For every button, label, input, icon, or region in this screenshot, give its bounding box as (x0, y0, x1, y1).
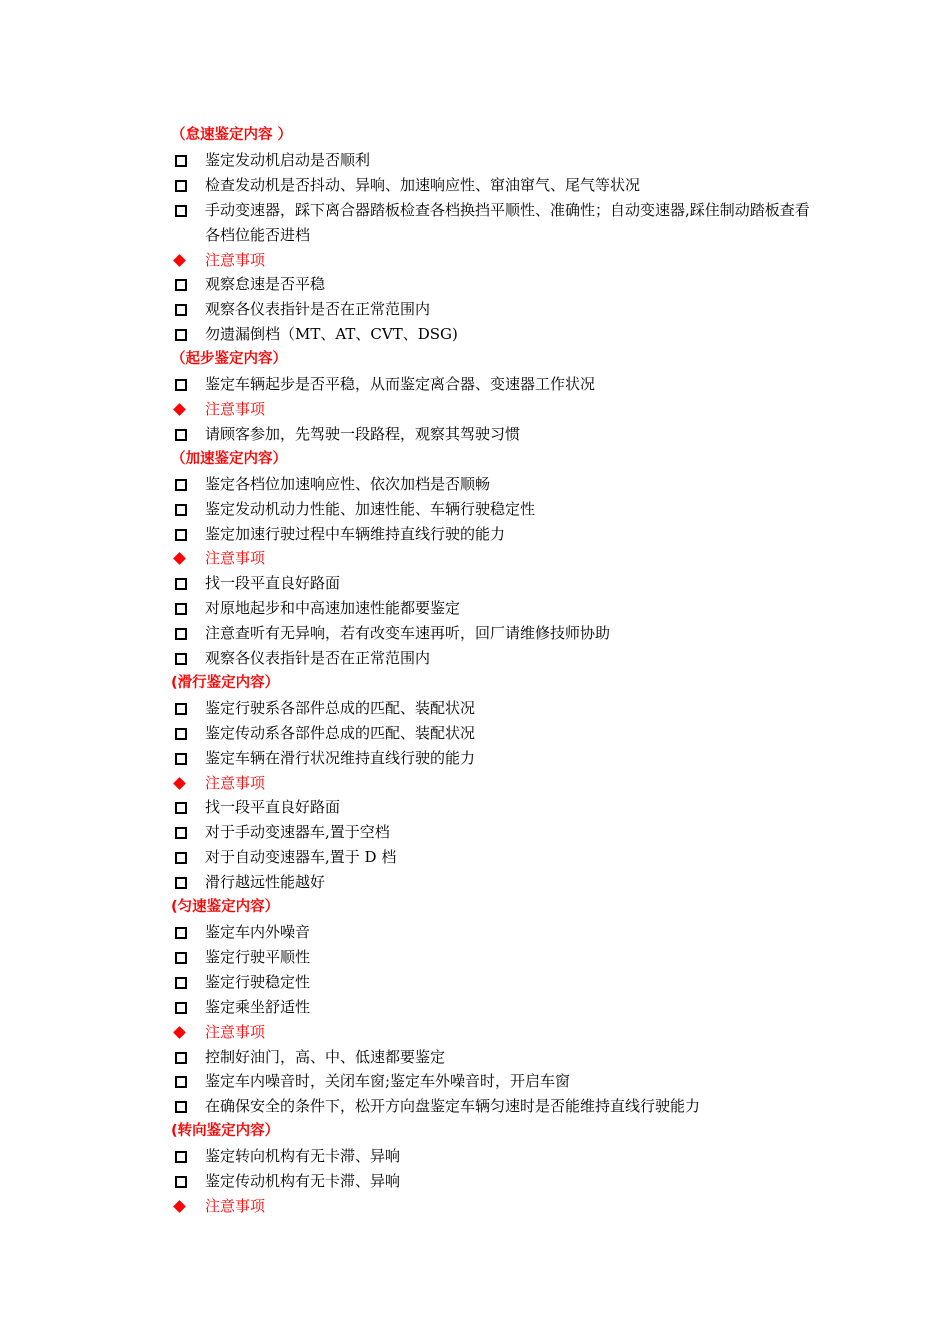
checkbox-square-icon (175, 1002, 187, 1014)
checkbox-square-icon (175, 1176, 187, 1188)
list-item-text: 鉴定发动机动力性能、加速性能、车辆行驶稳定性 (205, 499, 536, 518)
section (171, 671, 821, 895)
note-item (171, 795, 821, 820)
checkbox-square-icon (175, 1101, 187, 1113)
checkbox-square-icon (175, 1076, 187, 1088)
note-label: 注意事项 (205, 1022, 266, 1041)
checkbox-square-icon (175, 703, 187, 715)
note-heading (171, 546, 821, 571)
checkbox-square-icon (175, 180, 187, 192)
checkbox-square-icon (175, 802, 187, 814)
note-item (171, 596, 821, 621)
list-item-text: 鉴定车内外噪音 (205, 923, 311, 941)
note-item-text: 注意查听有无异响，若有改变车速再听，回厂请维修技师协助 (205, 624, 611, 643)
list-item (171, 746, 821, 771)
list-item-text: 鉴定各档位加速响应性、依次加档是否顺畅 (205, 474, 491, 493)
document-content (171, 123, 821, 1219)
note-item-text: 找一段平直良好路面 (205, 798, 341, 817)
list-item (171, 497, 821, 522)
checkbox-square-icon (175, 603, 187, 615)
list-item (171, 372, 821, 397)
note-label: 注意事项 (205, 773, 266, 792)
note-item (171, 297, 821, 322)
checkbox-square-icon (175, 852, 187, 864)
list-item-text: 鉴定发动机启动是否顺利 (205, 150, 371, 169)
note-item (171, 272, 821, 297)
checkbox-square-icon (175, 628, 187, 640)
note-label: 注意事项 (205, 549, 266, 568)
list-item-text: 鉴定行驶平顺性 (205, 947, 311, 966)
note-item-text: 请顾客参加，先驾驶一段路程，观察其驾驶习惯 (205, 424, 521, 443)
section (171, 123, 821, 347)
note-item (171, 322, 821, 347)
section (171, 895, 821, 1119)
note-item-text: 观察各仪表指针是否在正常范围内 (205, 300, 431, 319)
list-item (171, 1169, 821, 1194)
list-item (171, 148, 821, 173)
list-item (171, 970, 821, 995)
note-heading (171, 771, 821, 796)
list-item (171, 696, 821, 721)
list-item (171, 995, 821, 1020)
section (171, 447, 821, 671)
checkbox-square-icon (175, 379, 187, 391)
note-item-text: 观察各仪表指针是否在正常范围内 (205, 649, 431, 668)
list-item-text: 鉴定行驶系各部件总成的匹配、装配状况 (205, 698, 476, 717)
note-item-text: 滑行越远性能越好 (205, 873, 326, 892)
checkbox-square-icon (175, 1151, 187, 1163)
checkbox-square-icon (175, 429, 187, 441)
checkbox-square-icon (175, 205, 187, 217)
red-diamond-icon (173, 254, 186, 267)
note-label: 注意事项 (205, 1196, 266, 1215)
note-item-text: 在确保安全的条件下，松开方向盘鉴定车辆匀速时是否能维持直线行驶能力 (205, 1097, 701, 1116)
note-item (171, 1045, 821, 1070)
note-item (171, 870, 821, 895)
list-item-text: 手动变速器，踩下离合器踏板检查各档换挡平顺性、准确性；自动变速器,踩住制动踏板查看各档位能否进档 (205, 200, 810, 244)
list-item-text: 鉴定行驶稳定性 (205, 972, 311, 991)
list-item (171, 522, 821, 547)
list-item (171, 173, 821, 198)
red-diamond-icon (173, 553, 186, 566)
section-heading: （怠速鉴定内容 ） (171, 127, 293, 143)
note-label: 注意事项 (205, 399, 266, 418)
note-item-text: 对于自动变速器车,置于 D 档 (205, 848, 397, 867)
note-item (171, 621, 821, 646)
checkbox-square-icon (175, 329, 187, 341)
note-item-text: 勿遗漏倒档（MT、AT、CVT、DSG) (205, 325, 458, 344)
checkbox-square-icon (175, 877, 187, 889)
red-diamond-icon (173, 1200, 186, 1213)
note-item (171, 646, 821, 671)
list-item (171, 721, 821, 746)
note-item (171, 422, 821, 447)
section-heading: (匀速鉴定内容） (171, 899, 280, 916)
note-item-text: 对原地起步和中高速加速性能都要鉴定 (205, 599, 461, 618)
note-label: 注意事项 (205, 250, 266, 269)
list-item-text: 鉴定传动机构有无卡滞、异响 (205, 1172, 401, 1191)
note-heading (171, 397, 821, 422)
list-item-text: 鉴定传动系各部件总成的匹配、装配状况 (205, 723, 476, 742)
list-item-text: 检查发动机是否抖动、异响、加速响应性、窜油窜气、尾气等状况 (205, 175, 641, 194)
checkbox-square-icon (175, 155, 187, 167)
checkbox-square-icon (175, 952, 187, 964)
checkbox-square-icon (175, 1052, 187, 1064)
red-diamond-icon (173, 403, 186, 416)
section-heading: （加速鉴定内容） (171, 450, 287, 467)
list-item-text: 鉴定转向机构有无卡滞、异响 (205, 1147, 401, 1166)
checkbox-square-icon (175, 479, 187, 491)
list-item (171, 198, 821, 248)
note-item-text: 鉴定车内噪音时，关闭车窗;鉴定车外噪音时，开启车窗 (205, 1072, 571, 1091)
checkbox-square-icon (175, 578, 187, 590)
note-item (171, 820, 821, 845)
note-item (171, 1069, 821, 1094)
section-heading: (转向鉴定内容） (171, 1123, 280, 1140)
checkbox-square-icon (175, 653, 187, 665)
note-item-text: 找一段平直良好路面 (205, 574, 341, 593)
checkbox-square-icon (175, 827, 187, 839)
list-item (171, 920, 821, 945)
checkbox-square-icon (175, 279, 187, 291)
list-item (171, 472, 821, 497)
note-item-text: 对于手动变速器车,置于空档 (205, 823, 390, 842)
list-item-text: 鉴定加速行驶过程中车辆维持直线行驶的能力 (205, 524, 506, 543)
section (171, 347, 821, 447)
list-item-text: 鉴定乘坐舒适性 (205, 997, 311, 1016)
red-diamond-icon (173, 777, 186, 790)
note-heading (171, 248, 821, 273)
note-item-text: 控制好油门，高、中、低速都要鉴定 (205, 1047, 446, 1066)
checkbox-square-icon (175, 504, 187, 516)
checkbox-square-icon (175, 728, 187, 740)
section-heading: （起步鉴定内容） (171, 351, 287, 368)
section-heading: (滑行鉴定内容） (171, 674, 280, 691)
checkbox-square-icon (175, 304, 187, 316)
note-heading (171, 1194, 821, 1219)
red-diamond-icon (173, 1026, 186, 1039)
list-item (171, 1144, 821, 1169)
list-item-text: 鉴定车辆起步是否平稳，从而鉴定离合器、变速器工作状况 (205, 375, 596, 394)
list-item-text: 鉴定车辆在滑行状况维持直线行驶的能力 (205, 748, 476, 767)
note-item (171, 845, 821, 870)
section (171, 1119, 821, 1219)
note-item (171, 1094, 821, 1119)
list-item (171, 945, 821, 970)
checkbox-square-icon (175, 977, 187, 989)
checkbox-square-icon (175, 753, 187, 765)
note-item-text: 观察怠速是否平稳 (205, 275, 326, 294)
note-heading (171, 1020, 821, 1045)
note-item (171, 571, 821, 596)
checkbox-square-icon (175, 927, 187, 939)
checkbox-square-icon (175, 529, 187, 541)
